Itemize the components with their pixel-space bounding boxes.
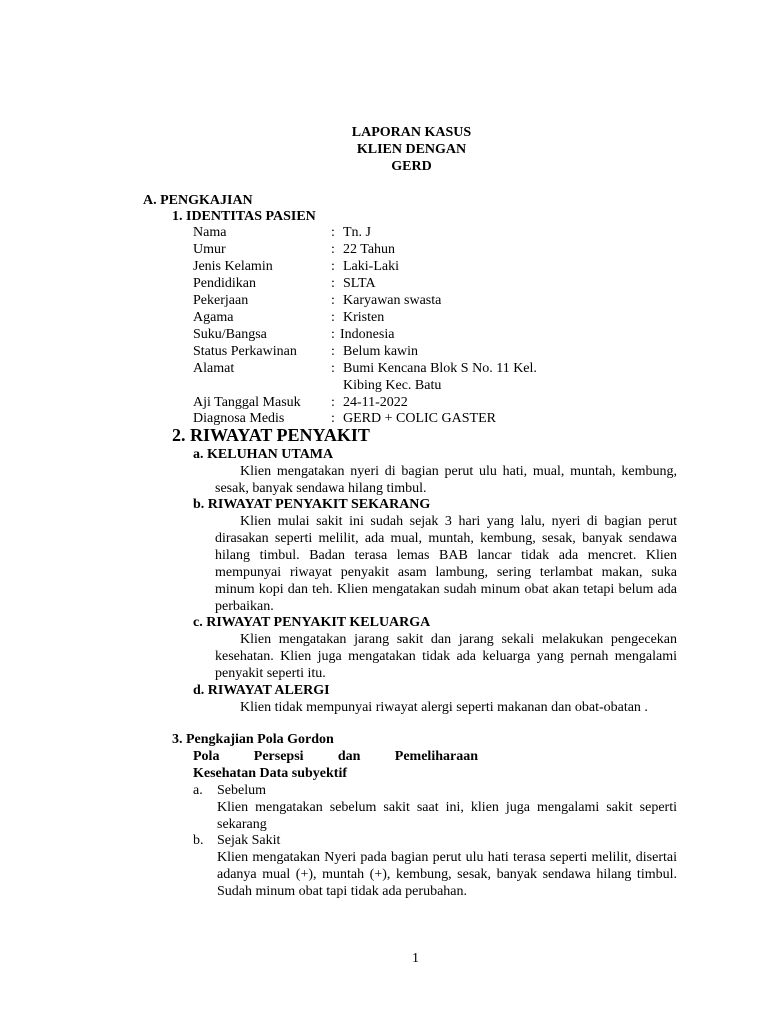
identity-value-jenis-kelamin: Laki-Laki <box>343 259 399 274</box>
identity-colon: : <box>331 395 335 410</box>
identity-label-umur: Umur <box>193 242 226 257</box>
sejak-sakit-text: Klien mengatakan Nyeri pada bagian perut ulu hati terasa seperti melilit, disertai adanya mual (+), muntah (+), kembung, sesak, banyak sendawa hilang timbul. Sudah minum obat tapi tidak ada perubahan. <box>217 850 677 899</box>
riwayat-penyakit-heading: 2. RIWAYAT PENYAKIT <box>172 425 370 445</box>
identity-value-status-perkawinan: Belum kawin <box>343 344 419 359</box>
identitas-heading: 1. IDENTITAS PASIEN <box>172 209 316 224</box>
sebelum-title: Sebelum <box>217 783 266 798</box>
identity-colon: : <box>331 259 335 274</box>
identity-label-agama: Agama <box>193 310 234 325</box>
report-title-line-1: LAPORAN KASUS <box>351 125 472 140</box>
identity-value-agama: Kristen <box>343 310 385 325</box>
riwayat-keluarga-text: Klien mengatakan jarang sakit dan jarang sekali melakukan pengecekan kesehatan. Klien juga mengatakan tidak ada keluarga yang pernah mengalami penyakit seperti itu. <box>215 632 677 681</box>
identity-colon: : <box>331 293 335 308</box>
identity-value-suku-bangsa: Indonesia <box>340 327 395 342</box>
identity-colon: : <box>331 361 335 376</box>
identity-colon: : <box>331 242 335 257</box>
pola-persepsi-line <box>193 748 478 765</box>
pola-word: dan <box>337 749 361 764</box>
identity-value-nama: Tn. J <box>343 225 371 240</box>
riwayat-sekarang-heading: b. RIWAYAT PENYAKIT SEKARANG <box>193 497 431 512</box>
identity-value-pendidikan: SLTA <box>343 276 376 291</box>
identity-value-umur: 22 Tahun <box>343 242 396 257</box>
identity-value-alamat: Bumi Kencana Blok S No. 11 Kel. <box>343 361 537 376</box>
kesehatan-data-subyektif: Kesehatan Data subyektif <box>193 766 348 781</box>
identity-colon: : <box>331 344 335 359</box>
page-number: 1 <box>412 951 419 966</box>
identity-colon: : <box>331 411 335 426</box>
identity-label-pendidikan: Pendidikan <box>193 276 256 291</box>
sejak-sakit-title: Sejak Sakit <box>217 833 281 848</box>
section-a-heading: A. PENGKAJIAN <box>143 193 253 208</box>
pola-word: Persepsi <box>253 749 304 764</box>
identity-label-suku-bangsa: Suku/Bangsa <box>193 327 267 342</box>
identity-colon: : <box>331 327 335 342</box>
identity-label-tanggal-masuk: Aji Tanggal Masuk <box>193 395 301 410</box>
riwayat-alergi-text: Klien tidak mempunyai riwayat alergi seperti makanan dan obat-obatan . <box>240 700 648 715</box>
identity-label-status-perkawinan: Status Perkawinan <box>193 344 297 359</box>
keluhan-utama-text: Klien mengatakan nyeri di bagian perut ulu hati, mual, muntah, kembung, sesak, banyak sendawa hilang timbul. <box>215 464 677 496</box>
sejak-sakit-marker: b. <box>193 833 204 848</box>
keluhan-utama-heading: a. KELUHAN UTAMA <box>193 447 334 462</box>
riwayat-alergi-heading: d. RIWAYAT ALERGI <box>193 683 330 698</box>
pola-gordon-heading: 3. Pengkajian Pola Gordon <box>172 732 334 747</box>
identity-colon: : <box>331 225 335 240</box>
pola-word: Pemeliharaan <box>394 749 478 764</box>
identity-value-diagnosa-medis: GERD + COLIC GASTER <box>343 411 496 426</box>
identity-label-jenis-kelamin: Jenis Kelamin <box>193 259 273 274</box>
identity-value-alamat-continued: Kibing Kec. Batu <box>343 378 442 393</box>
identity-value-tanggal-masuk: 24-11-2022 <box>343 395 408 410</box>
riwayat-sekarang-text: Klien mulai sakit ini sudah sejak 3 hari yang lalu, nyeri di bagian perut dirasakan seperti melilit, ada mual, muntah, kembung, sesak, banyak sendawa hilang timbul. Badan terasa lemas BAB lancar tidak ada mencret. Klien mempunyai riwayat penyakit asam lambung, sering terlambat makan, suka minum kopi dan teh. Klien mengatakan sudah minum obat akan tetapi belum ada perbaikan. <box>215 514 677 614</box>
sebelum-text: Klien mengatakan sebelum sakit saat ini, klien juga mengalami sakit seperti sekarang <box>217 800 677 832</box>
identity-label-pekerjaan: Pekerjaan <box>193 293 249 308</box>
sebelum-marker: a. <box>193 783 203 798</box>
identity-label-alamat: Alamat <box>193 361 235 376</box>
identity-label-diagnosa-medis: Diagnosa Medis <box>193 411 285 426</box>
pola-word: Pola <box>193 749 220 764</box>
report-title-line-3: GERD <box>391 159 432 174</box>
identity-colon: : <box>331 310 335 325</box>
report-title-line-2: KLIEN DENGAN <box>356 142 467 157</box>
riwayat-keluarga-heading: c. RIWAYAT PENYAKIT KELUARGA <box>193 615 431 630</box>
identity-colon: : <box>331 276 335 291</box>
identity-value-pekerjaan: Karyawan swasta <box>343 293 442 308</box>
identity-label-nama: Nama <box>193 225 227 240</box>
